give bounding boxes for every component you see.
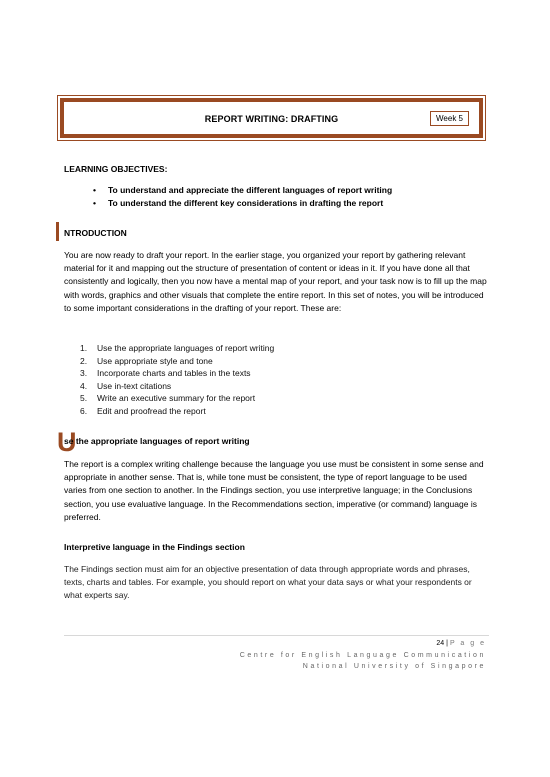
list-item: 2. Use appropriate style and tone bbox=[80, 355, 213, 366]
considerations-list bbox=[80, 342, 274, 417]
list-item: 5. Write an executive summary for the report bbox=[80, 393, 256, 403]
list-item: 1. Use the appropriate languages of report writing bbox=[80, 343, 275, 353]
interpretive-paragraph: The Findings section must aim for an objective presentation of data through appropriate words and phrases, texts, charts and tables. For example, you should report on what your data says or what your respondents or what experts say. bbox=[64, 564, 472, 601]
week-badge: Week 5 bbox=[430, 111, 469, 126]
footer-institution-line: Centre for English Language Communication bbox=[239, 652, 486, 659]
objective-item: • To understand and appreciate the different languages of report writing bbox=[93, 184, 392, 197]
page-title: REPORT WRITING: DRAFTING bbox=[204, 114, 339, 124]
languages-heading: se the appropriate languages of report writing bbox=[64, 436, 250, 446]
page-number: 24 | P a g e bbox=[436, 640, 486, 647]
footer-university-line: National University of Singapore bbox=[302, 663, 486, 670]
languages-paragraph: The report is a complex writing challenge because the language you use must be consistent in some sense and appropriate in another sense. That is, while tone must be consistent, the type of report language to be used varies from one section to another. In the Findings section, you use interpretive language; in the Conclusions section, you use evaluative language. In the Recommendations section, imperative (or command) language is preferred. bbox=[64, 459, 484, 522]
interpretive-heading: Interpretive language in the Findings section bbox=[64, 542, 245, 552]
footer-divider bbox=[64, 635, 489, 636]
list-item: 4. Use in-text citations bbox=[80, 380, 172, 391]
languages-dropcap: U bbox=[57, 427, 77, 457]
list-item: 3. Incorporate charts and tables in the texts bbox=[80, 368, 251, 378]
objectives-heading: LEARNING OBJECTIVES: bbox=[64, 164, 168, 174]
introduction-dropcap-bar bbox=[56, 222, 59, 241]
list-item: 6. Edit and proofread the report bbox=[80, 405, 206, 416]
title-banner bbox=[60, 98, 483, 138]
introduction-heading: NTRODUCTION bbox=[64, 228, 127, 238]
introduction-paragraph: You are now ready to draft your report. In the earlier stage, you organized your report by gathering relevant material for it and mapping out the structure of presentation of content or ideas in it. If you have done all that consistently and logically, then you now have a mental map of your report, and your task now is to fill up the map with words, graphics and other visuals that complete the entire report. In this set of notes, you will be introduced to some important considerations in the drafting of your report. These are: bbox=[64, 250, 487, 313]
objectives-list bbox=[93, 184, 392, 210]
objective-item: • To understand the different key considerations in drafting the report bbox=[93, 197, 392, 210]
